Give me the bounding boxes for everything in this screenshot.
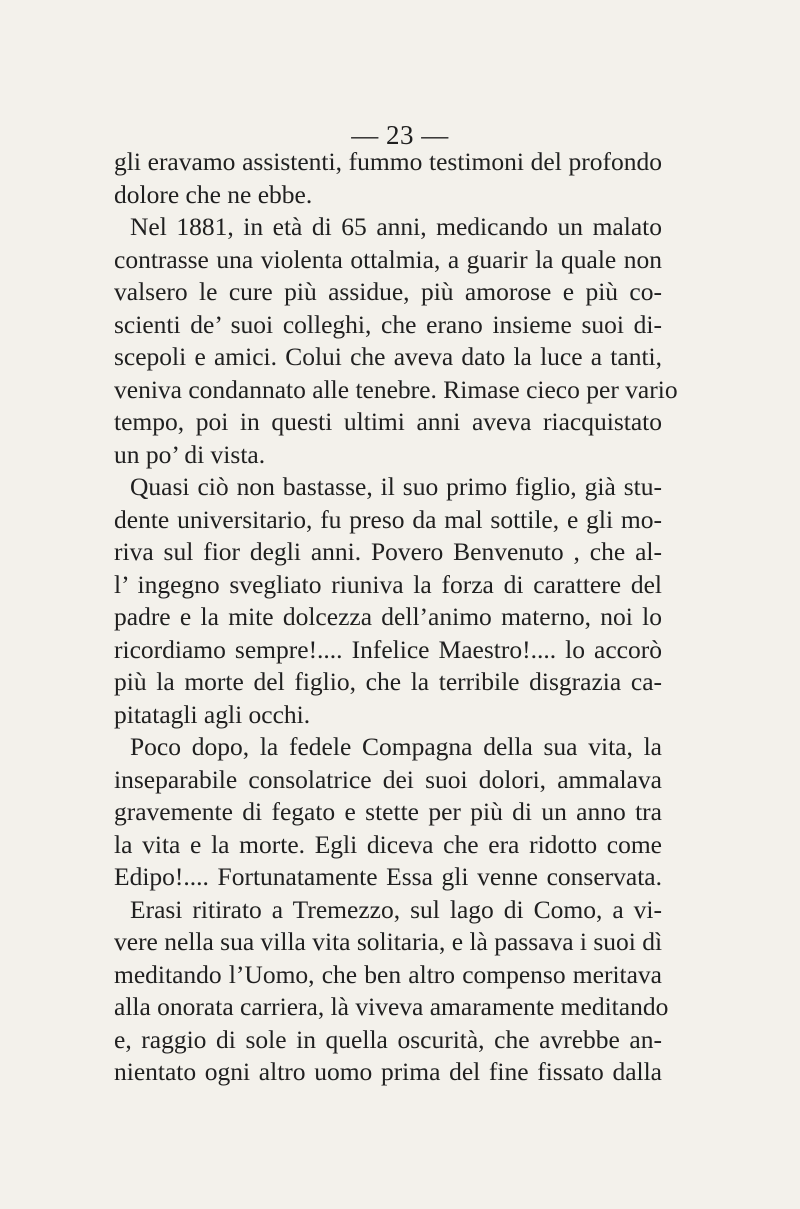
text-line: alla onorata carriera, là viveva amaramente meditando: [114, 992, 669, 1021]
text-line: Edipo!.... Fortunatamente Essa gli venne conservata.: [114, 862, 662, 891]
text-line: inseparabile consolatrice dei suoi dolori, ammalava: [114, 764, 662, 794]
text-line: Nel 1881, in età di 65 anni, medicando un malato: [130, 212, 662, 241]
text-line: dolore che ne ebbe.: [114, 179, 313, 209]
text-line: più la morte del figlio, che la terribile disgrazia ca-: [114, 667, 662, 696]
text-line: scienti de’ suoi colleghi, che erano insieme suoi di-: [114, 309, 662, 339]
text-line: dente universitario, fu preso da mal sottile, e gli mo-: [114, 504, 662, 534]
text-line: Erasi ritirato a Tremezzo, sul lago di Como, a vi-: [130, 894, 662, 924]
text-line: un po’ di vista.: [114, 439, 266, 469]
text-line: veniva condannato alle tenebre. Rimase cieco per vario: [114, 374, 678, 404]
text-line: pitatagli agli occhi.: [114, 699, 311, 729]
text-line: padre e la mite dolcezza dell’animo materno, noi lo: [114, 602, 662, 631]
text-line: Poco dopo, la fedele Compagna della sua vita, la: [130, 732, 662, 761]
text-line: Quasi ciò non bastasse, il suo primo figlio, già stu-: [130, 472, 662, 501]
text-line: la vita e la morte. Egli diceva che era ridotto come: [114, 829, 662, 859]
text-line: contrasse una violenta ottalmia, a guarir la quale non: [114, 244, 662, 274]
page-number: — 23 —: [351, 120, 449, 150]
text-line: gli eravamo assistenti, fummo testimoni del profondo: [114, 147, 662, 176]
text-line: riva sul fior degli anni. Povero Benvenuto , che al-: [114, 537, 662, 566]
text-line: e, raggio di sole in quella oscurità, che avrebbe an-: [114, 1024, 662, 1054]
text-line: gravemente di fegato e stette per più di un anno tra: [114, 797, 662, 826]
text-line: scepoli e amici. Colui che aveva dato la luce a tanti,: [114, 342, 662, 371]
text-line: ricordiamo sempre!.... Infelice Maestro!.... lo accorò: [114, 634, 662, 664]
text-line: tempo, poi in questi ultimi anni aveva riacquistato: [114, 407, 662, 436]
text-line: l’ ingegno svegliato riuniva la forza di carattere del: [114, 569, 662, 599]
text-line: nientato ogni altro uomo prima del fine fissato dalla: [114, 1057, 662, 1086]
body-text: [114, 146, 678, 1089]
text-line: vere nella sua villa vita solitaria, e là passava i suoi dì: [114, 927, 663, 956]
text-line: meditando l’Uomo, che ben altro compenso meritava: [114, 959, 662, 989]
text-line: valsero le cure più assidue, più amorose e più co-: [114, 277, 662, 306]
